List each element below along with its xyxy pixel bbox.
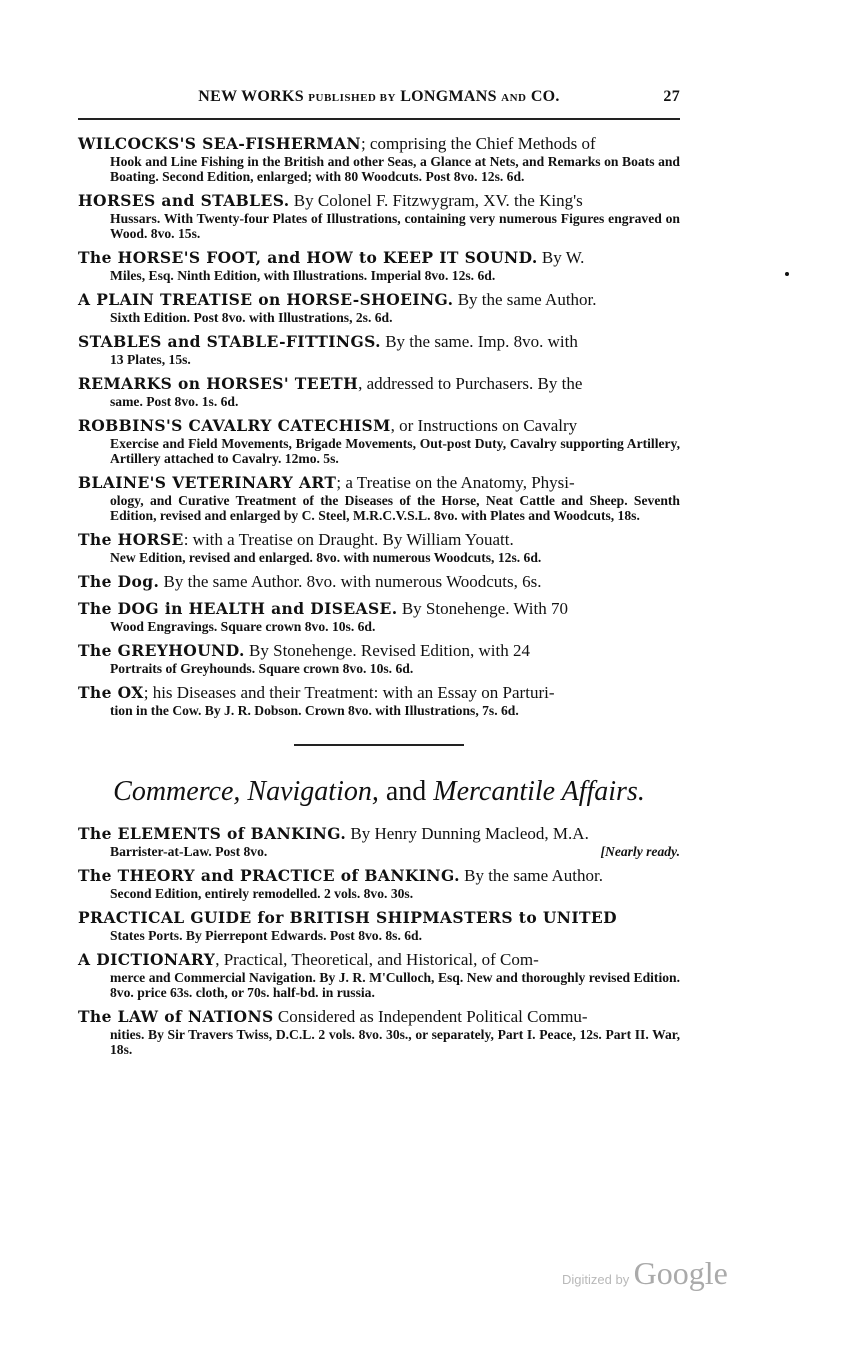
entry-title-line [78,866,680,886]
book-entry [78,1007,680,1057]
book-entry [78,641,680,676]
watermark-brand: Google [633,1255,728,1291]
entry-byline: , addressed to Purchasers. By the [358,374,583,393]
entry-byline: , Practical, Theoretical, and Historical, of Com- [215,950,539,969]
running-head-co: CO. [530,88,560,105]
entry-title: The GREYHOUND. [78,641,245,660]
entries-list-commerce [78,824,680,1057]
entry-byline: Considered as Independent Political Commu- [273,1007,588,1026]
entry-description-text: Sixth Edition. Post 8vo. with Illustrations, 2s. 6d. [110,310,393,325]
entry-title: REMARKS on HORSES' TEETH [78,374,359,393]
running-head-publisher: LONGMANS [400,88,497,105]
section-heading-part1: Commerce, Navigation, [113,776,379,807]
entry-byline: , or Instructions on Cavalry [390,416,578,435]
entry-byline: By Stonehenge. With 70 [397,599,568,618]
entry-title: WILCOCKS'S SEA-FISHERMAN [78,134,361,153]
entry-title: STABLES and STABLE-FITTINGS. [78,332,381,351]
entry-title: The THEORY and PRACTICE of BANKING. [78,866,460,885]
entry-description-text: New Edition, revised and enlarged. 8vo. with numerous Woodcuts, 12s. 6d. [110,550,542,565]
entry-title: BLAINE'S VETERINARY ART [78,473,337,492]
book-entry [78,473,680,523]
entry-description [78,928,680,943]
entry-description-text: Wood Engravings. Square crown 8vo. 10s. 6d. [110,619,376,634]
entry-description-text: Exercise and Field Movements, Brigade Movements, Out-post Duty, Cavalry supporting Artillery, Artillery attached to Cavalry. 12mo. 5s. [110,436,680,466]
entry-description-text: merce and Commercial Navigation. By J. R. M'Culloch, Esq. New and thoroughly revised Edition. 8vo. price 63s. cloth, or 70s. half-bd. in russia. [110,970,680,1000]
entry-byline: By the same Author. [453,290,597,309]
entry-title-line [78,290,680,310]
book-entry [78,374,680,409]
entry-description-text: same. Post 8vo. 1s. 6d. [110,394,239,409]
book-entry [78,191,680,241]
entry-byline: By W. [537,248,585,267]
entry-title: The HORSE'S FOOT, and HOW to KEEP IT SOUND. [78,248,538,267]
entry-title: HORSES and STABLES. [78,191,290,210]
entry-description [78,394,680,409]
entry-byline: By Henry Dunning Macleod, M.A. [346,824,589,843]
entry-title-line [78,191,680,211]
entry-byline: By Colonel F. Fitzwygram, XV. the King's [289,191,583,210]
book-entry [78,530,680,565]
book-entry [78,866,680,901]
entry-title-line [78,599,680,619]
entry-title-line [78,641,680,661]
entry-byline: By the same Author. [459,866,603,885]
section-heading-part2: Mercantile Affairs. [433,776,645,807]
section-heading-and: and [378,776,434,807]
entry-title-line [78,248,680,268]
entry-title: The LAW of NATIONS [78,1007,274,1026]
entry-description [78,211,680,241]
entry-description-text: Barrister-at-Law. Post 8vo. [110,844,268,859]
entries-list-animals [78,134,680,718]
entry-title: PRACTICAL GUIDE for BRITISH SHIPMASTERS to UNITED [78,908,617,927]
entry-title-line [78,824,680,844]
entry-description-text: Hussars. With Twenty-four Plates of Illustrations, containing very numerous Figures engraved on Wood. 8vo. 15s. [110,211,680,241]
entry-description [78,844,680,859]
book-entry [78,134,680,184]
entry-description [78,436,680,466]
watermark-prefix: Digitized by [562,1272,630,1287]
book-entry [78,908,680,943]
entry-title: The DOG in HEALTH and DISEASE. [78,599,398,618]
book-entry [78,683,680,718]
entry-description [78,619,680,634]
entry-title-line [78,332,680,352]
entry-description-text: ology, and Curative Treatment of the Diseases of the Horse, Neat Cattle and Sheep. Seventh Edition, revised and enlarged by C. Steel, M.R.C.V.S.L. 8vo. with Plates and Woodcuts, 18s. [110,493,680,523]
page-number: 27 [663,88,680,105]
entry-title: The ELEMENTS of BANKING. [78,824,347,843]
running-head-and: AND [501,92,527,104]
book-entry [78,572,680,592]
entry-title-line [78,1007,680,1027]
entry-description-text: Second Edition, entirely remodelled. 2 vols. 8vo. 30s. [110,886,414,901]
entry-title-line [78,908,680,928]
entry-byline: By Stonehenge. Revised Edition, with 24 [244,641,530,660]
book-page [78,88,680,1064]
book-entry [78,290,680,325]
entry-description [78,154,680,184]
entry-description-text: 13 Plates, 15s. [110,352,191,367]
entry-description [78,550,680,565]
book-entry [78,248,680,283]
entry-title-line [78,374,680,394]
book-entry [78,950,680,1000]
entry-byline: : with a Treatise on Draught. By William Youatt. [183,530,514,549]
book-entry [78,599,680,634]
running-head-published-by: PUBLISHED BY [308,92,396,104]
entry-description [78,703,680,718]
entry-title: A DICTIONARY [78,950,216,969]
entry-description-text: States Ports. By Pierrepont Edwards. Post 8vo. 8s. 6d. [110,928,423,943]
entry-description-text: nities. By Sir Travers Twiss, D.C.L. 2 vols. 8vo. 30s., or separately, Part I. Peace, 12s. Part II. War, 18s. [110,1027,680,1057]
entry-title: The Dog. [78,572,160,591]
entry-title-line [78,683,680,703]
book-entry [78,824,680,859]
section-heading [78,776,680,808]
entry-title: The OX [78,683,144,702]
entry-description [78,970,680,1000]
entry-description-text: Portraits of Greyhounds. Square crown 8vo. 10s. 6d. [110,661,414,676]
watermark [562,1255,728,1292]
entry-description-text: Hook and Line Fishing in the British and other Seas, a Glance at Nets, and Remarks on Boats and Boating. Second Edition, enlarged; with 80 Woodcuts. Post 8vo. 12s. 6d. [110,154,680,184]
entry-description [78,268,680,283]
entry-title: The HORSE [78,530,184,549]
entry-title: A PLAIN TREATISE on HORSE-SHOEING. [78,290,454,309]
running-head [78,88,680,114]
entry-title-line [78,572,680,592]
entry-title-line [78,416,680,436]
entry-description-text: Miles, Esq. Ninth Edition, with Illustrations. Imperial 8vo. 12s. 6d. [110,268,496,283]
running-head-left: NEW WORKS [198,88,304,105]
entry-title: ROBBINS'S CAVALRY CATECHISM [78,416,391,435]
entry-title-line [78,530,680,550]
entry-title-line [78,950,680,970]
section-divider [294,744,464,746]
entry-note: [Nearly ready. [600,844,680,859]
entry-description [78,493,680,523]
entry-description [78,352,680,367]
entry-description [78,661,680,676]
book-entry [78,332,680,367]
entry-byline: ; comprising the Chief Methods of [360,134,596,153]
header-rule [78,118,680,120]
entry-byline: By the same Author. 8vo. with numerous Woodcuts, 6s. [159,572,542,591]
entry-byline: By the same. Imp. 8vo. with [380,332,578,351]
print-speck [785,272,789,276]
entry-description [78,886,680,901]
entry-title-line [78,134,680,154]
entry-byline: ; his Diseases and their Treatment: with an Essay on Parturi- [143,683,555,702]
entry-description [78,1027,680,1057]
entry-title-line [78,473,680,493]
entry-description-text: tion in the Cow. By J. R. Dobson. Crown 8vo. with Illustrations, 7s. 6d. [110,703,519,718]
entry-byline: ; a Treatise on the Anatomy, Physi- [336,473,575,492]
book-entry [78,416,680,466]
entry-description [78,310,680,325]
